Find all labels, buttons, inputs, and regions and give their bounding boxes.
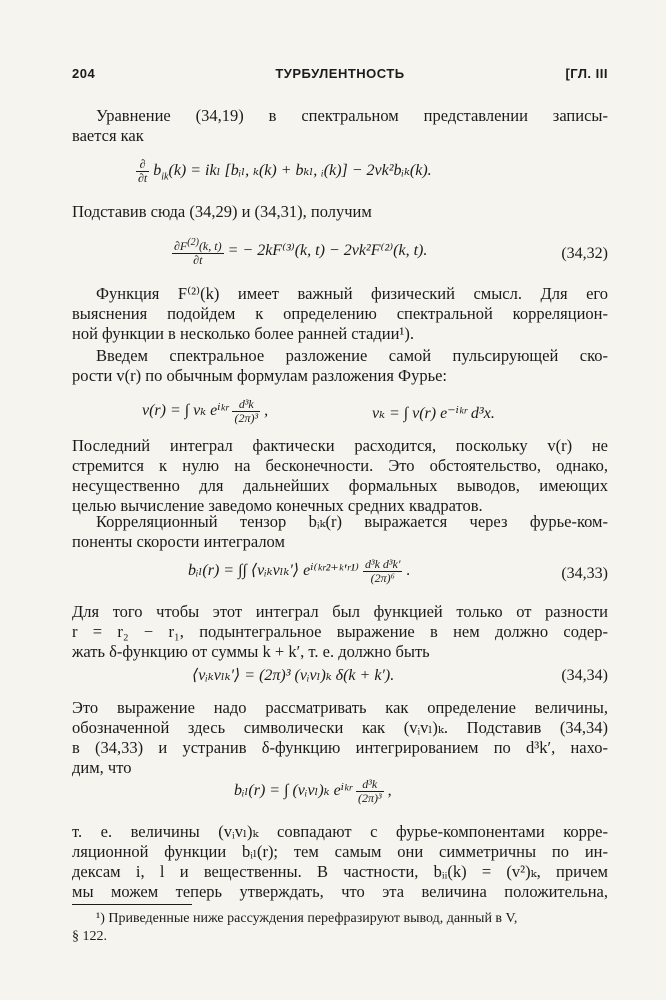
equation [72, 156, 608, 196]
equation-number: (34,32) [561, 245, 608, 262]
text-line: Функция F⁽²⁾(k) имеет важный физический смысл. Для его [96, 284, 608, 303]
footnote-rule [72, 904, 192, 905]
paragraph [72, 284, 608, 344]
page-number: 204 [72, 66, 96, 81]
text-line: целью вычисление заведомо конечных средних квадратов. [72, 496, 483, 515]
equation-number: (34,33) [561, 565, 608, 582]
footnote-line: ¹) Приведенные ниже рассуждения перефразируют вывод, данный в V, [96, 911, 518, 926]
equation-body: $\frac{\partial}{\partial t}$ $b_{ik}(k) = ik_l$ [bᵢₗ, ₖ(k) + bₖₗ, ᵢ(k)] − 2νk²bᵢₖ(k). [138, 157, 432, 185]
equation-fourier [72, 394, 608, 434]
paragraph [72, 202, 608, 222]
text-line: рости v(r) по обычным формулам разложения Фурье: [72, 366, 448, 385]
fraction: $\frac{\partial}{\partial t}$ [138, 157, 148, 185]
text-line: дексам i, l и вещественны. В частности, bᵢᵢ(k) = (v²)ₖ, причем [72, 862, 608, 881]
text-line: обозначенной здесь символически как (vᵢvₗ)ₖ. Подставив (34,34) [72, 718, 608, 737]
text-line: Введем спектральное разложение самой пульсирующей ско- [96, 346, 608, 365]
text-line: ляционной функции bᵢₗ(r); тем самым они симметричны по ин- [72, 842, 608, 861]
paragraph [72, 512, 608, 552]
footnote [72, 910, 608, 946]
text-line: Подставив сюда (34,29) и (34,31), получим [72, 202, 372, 221]
paragraph [72, 698, 608, 778]
text-line: жать δ-функцию от суммы k + k′, т. е. должно быть [72, 642, 430, 661]
fraction: $\frac{\text{d³k}}{\text{(2π)³}}$ [234, 397, 259, 425]
text-line: т. е. величины (vᵢvₗ)ₖ совпадают с фурье-компонентами корре- [72, 822, 608, 841]
text-line: несущественно для дальнейших формальных выводов, имеющих [72, 476, 608, 495]
chapter-label: [ГЛ. III [565, 66, 608, 81]
fraction: $\frac{\text{d³k}}{\text{(2π)³}}$ [357, 777, 382, 805]
fraction: $\frac{\partial F^{(2)}(k, t)}{\partial t}$ [174, 237, 222, 267]
running-title: ТУРБУЛЕНТНОСТЬ [275, 66, 405, 81]
equation-body: ⟨vᵢₖvₗₖ′⟩ = (2π)³ (vᵢvₗ)ₖ δ(k + k′). [192, 667, 395, 684]
fraction: $\frac{\text{d³k d³k′}}{\text{(2π)⁶}}$ [364, 557, 401, 585]
running-header [72, 66, 608, 88]
equation-34-32 [72, 234, 608, 274]
equation-body [172, 236, 427, 267]
text-line: Это выражение надо рассматривать как определение величины, [72, 698, 608, 717]
equation-left: v(r) = ∫ vₖ eⁱᵏʳ $\frac{\text{d³k}}{\text{(2π)³}}$ , [142, 397, 269, 425]
equation-fourier-corr [72, 774, 608, 814]
text-line: Уравнение (34,19) в спектральном представлении записы- [96, 106, 608, 125]
text-line: мы можем теперь утверждать, что эта величина положительна, [72, 882, 608, 901]
equation-right: vₖ = ∫ v(r) e⁻ⁱᵏʳ d³x. [372, 405, 495, 422]
equation-body: bᵢₗ(r) = ∫ (vᵢvₗ)ₖ eⁱᵏʳ $\frac{\text{d³k}}{\text{(2π)³}}$ , [234, 777, 392, 805]
text-line: поненты скорости интегралом [72, 532, 285, 551]
footnote-line: § 122. [72, 929, 107, 944]
paragraph [72, 436, 608, 516]
text-line: вается как [72, 126, 144, 145]
paragraph [72, 346, 608, 386]
paragraph [72, 106, 608, 146]
paragraph [72, 602, 608, 662]
equation-34-33 [72, 554, 608, 594]
equation-number: (34,34) [561, 667, 608, 684]
text-line: Корреляционный тензор bᵢₖ(r) выражается через фурье-ком- [96, 512, 608, 531]
text-line: Для того чтобы этот интеграл был функцией только от разности [72, 602, 608, 621]
text-line: r = r₂ − r₁, подынтегральное выражение в нем должно содер- [72, 622, 608, 641]
text-line: ной функции в несколько более ранней стадии¹). [72, 324, 414, 343]
text-line: стремится к нулю на бесконечности. Это обстоятельство, однако, [72, 456, 608, 475]
text-line: дим, что [72, 758, 132, 777]
equation-rhs: = − 2kF⁽³⁾(k, t) − 2νk²F⁽²⁾(k, t). [227, 242, 428, 260]
equation-body: bᵢₗ(r) = ∫∫ ⟨vᵢₖvₗₖ′⟩ eⁱ⁽ᵏʳ²⁺ᵏ′ʳ¹⁾ $\frac{\text{d³k d³k′}}{\text{(2π)⁶}}$ . [188, 557, 411, 585]
equation-34-34 [72, 662, 608, 702]
text-line: в (34,33) и устранив δ-функцию интегрированием по d³k′, нахо- [72, 738, 608, 757]
paragraph [72, 822, 608, 902]
text-line: Последний интеграл фактически расходится, поскольку v(r) не [72, 436, 608, 455]
text-line: выяснения подойдем к определению спектральной корреляцион- [72, 304, 608, 323]
equation-rhs: = ikₗ [bᵢₗ, ₖ(k) + bₖₗ, ᵢ(k)] − 2νk²bᵢₖ(k). [190, 162, 432, 180]
